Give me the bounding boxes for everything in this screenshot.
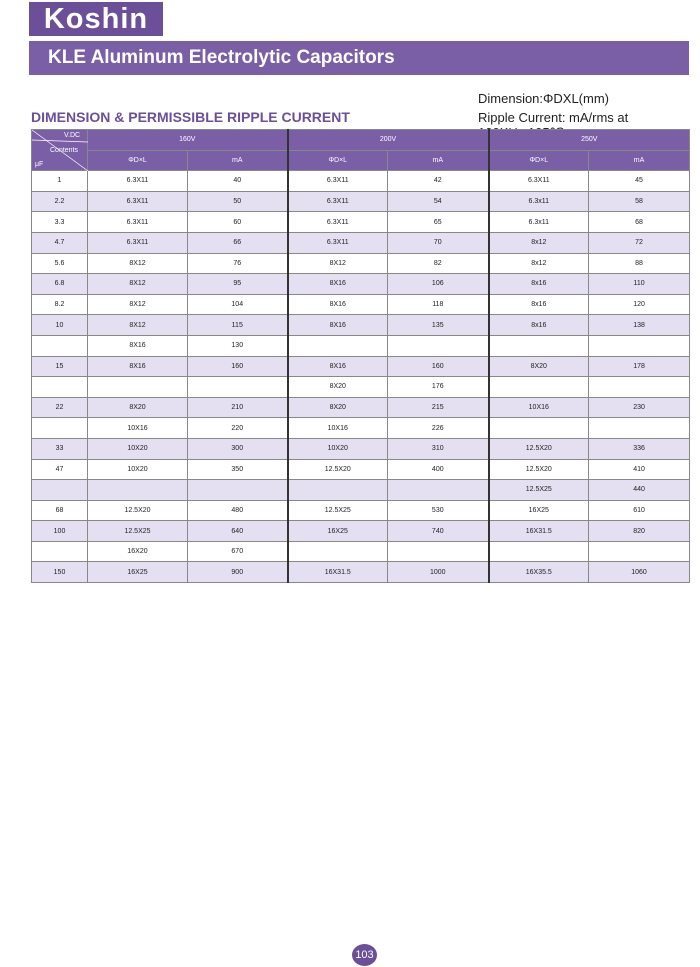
- dim-160v-cell: 8X12: [88, 253, 188, 274]
- dim-200v-cell: 6.3X11: [288, 171, 388, 192]
- capacitance-cell: 10: [32, 315, 88, 336]
- dim-200v-cell: 6.3X11: [288, 212, 388, 233]
- dim-160v-cell: [88, 480, 188, 501]
- ma-250v-cell: 68: [589, 212, 690, 233]
- ma-160v-cell: 104: [188, 294, 288, 315]
- dimension-note: Dimension:ΦDXL(mm): [478, 91, 610, 106]
- ma-200v-cell: [388, 480, 489, 501]
- dim-200v-cell: 16X31.5: [288, 562, 388, 583]
- ma-250v-cell: 1060: [589, 562, 690, 583]
- sub-header-ma: mA: [188, 150, 288, 171]
- ma-200v-cell: 176: [388, 377, 489, 398]
- ma-250v-cell: [589, 377, 690, 398]
- ma-200v-cell: 65: [388, 212, 489, 233]
- capacitance-cell: [32, 377, 88, 398]
- ma-250v-cell: [589, 335, 690, 356]
- dim-200v-cell: 12.5X25: [288, 500, 388, 521]
- ma-250v-cell: 58: [589, 191, 690, 212]
- dim-200v-cell: 10X20: [288, 438, 388, 459]
- dim-250v-cell: 6.3x11: [489, 191, 589, 212]
- dim-200v-cell: 8X12: [288, 253, 388, 274]
- ma-160v-cell: 670: [188, 541, 288, 562]
- corner-contents-label: Contents: [50, 147, 79, 154]
- ma-160v-cell: 480: [188, 500, 288, 521]
- table-row: [32, 274, 690, 295]
- table-row: [32, 562, 690, 583]
- ripple-note: Ripple Current: mA/rms at: [478, 110, 629, 125]
- ma-250v-cell: 138: [589, 315, 690, 336]
- dim-250v-cell: [489, 335, 589, 356]
- dim-250v-cell: 16X25: [489, 500, 589, 521]
- capacitance-cell: 150: [32, 562, 88, 583]
- ma-250v-cell: 440: [589, 480, 690, 501]
- table-row: [32, 418, 690, 439]
- table-row: [32, 356, 690, 377]
- dim-200v-cell: 8X16: [288, 274, 388, 295]
- dim-200v-cell: 12.5X20: [288, 459, 388, 480]
- ma-160v-cell: 160: [188, 356, 288, 377]
- dim-200v-cell: [288, 480, 388, 501]
- ma-200v-cell: 160: [388, 356, 489, 377]
- ma-200v-cell: 135: [388, 315, 489, 336]
- page-title: KLE Aluminum Electrolytic Capacitors: [29, 41, 689, 75]
- dim-200v-cell: 8X16: [288, 294, 388, 315]
- ma-160v-cell: 210: [188, 397, 288, 418]
- table-row: [32, 377, 690, 398]
- ma-250v-cell: 230: [589, 397, 690, 418]
- ma-200v-cell: [388, 541, 489, 562]
- ma-160v-cell: 66: [188, 232, 288, 253]
- dim-250v-cell: 8x16: [489, 294, 589, 315]
- capacitance-cell: [32, 480, 88, 501]
- dim-200v-cell: 6.3X11: [288, 191, 388, 212]
- table-row: [32, 315, 690, 336]
- ma-160v-cell: 95: [188, 274, 288, 295]
- capacitance-cell: 3.3: [32, 212, 88, 233]
- capacitance-cell: 1: [32, 171, 88, 192]
- table-row: [32, 171, 690, 192]
- ma-250v-cell: 336: [589, 438, 690, 459]
- dim-250v-cell: 8x16: [489, 315, 589, 336]
- ma-250v-cell: 120: [589, 294, 690, 315]
- voltage-header-200v: 200V: [288, 130, 489, 151]
- ma-250v-cell: 820: [589, 521, 690, 542]
- ma-200v-cell: 740: [388, 521, 489, 542]
- ma-200v-cell: 118: [388, 294, 489, 315]
- corner-vdc-label: V.DC: [64, 132, 81, 139]
- dim-250v-cell: [489, 418, 589, 439]
- table-row: [32, 438, 690, 459]
- dim-250v-cell: [489, 541, 589, 562]
- capacitance-cell: 6.8: [32, 274, 88, 295]
- ma-160v-cell: 300: [188, 438, 288, 459]
- dim-250v-cell: 8X20: [489, 356, 589, 377]
- ma-200v-cell: 82: [388, 253, 489, 274]
- ma-160v-cell: 900: [188, 562, 288, 583]
- voltage-header-250v: 250V: [489, 130, 690, 151]
- dim-160v-cell: 8X20: [88, 397, 188, 418]
- sub-header-ma: mA: [388, 150, 489, 171]
- dim-200v-cell: 8X16: [288, 315, 388, 336]
- capacitance-cell: 5.6: [32, 253, 88, 274]
- dim-160v-cell: 16X25: [88, 562, 188, 583]
- ma-160v-cell: 40: [188, 171, 288, 192]
- ma-200v-cell: 400: [388, 459, 489, 480]
- table-row: [32, 335, 690, 356]
- capacitance-cell: 22: [32, 397, 88, 418]
- ma-200v-cell: 1000: [388, 562, 489, 583]
- ma-200v-cell: 215: [388, 397, 489, 418]
- dim-200v-cell: 16X25: [288, 521, 388, 542]
- dim-160v-cell: 10X20: [88, 459, 188, 480]
- capacitance-cell: [32, 335, 88, 356]
- capacitance-cell: [32, 418, 88, 439]
- dim-250v-cell: 6.3X11: [489, 171, 589, 192]
- table-row: [32, 480, 690, 501]
- ma-160v-cell: 76: [188, 253, 288, 274]
- dim-200v-cell: [288, 335, 388, 356]
- dim-160v-cell: 8X12: [88, 294, 188, 315]
- table-row: [32, 294, 690, 315]
- dim-160v-cell: 6.3X11: [88, 212, 188, 233]
- table-row: [32, 232, 690, 253]
- dim-160v-cell: 10X20: [88, 438, 188, 459]
- ma-250v-cell: 178: [589, 356, 690, 377]
- ma-160v-cell: 640: [188, 521, 288, 542]
- dim-200v-cell: 6.3X11: [288, 232, 388, 253]
- ma-200v-cell: 530: [388, 500, 489, 521]
- capacitance-cell: 33: [32, 438, 88, 459]
- dim-160v-cell: 8X12: [88, 315, 188, 336]
- sub-header-dim: ΦD×L: [88, 150, 188, 171]
- dim-250v-cell: 8x12: [489, 253, 589, 274]
- ma-160v-cell: [188, 480, 288, 501]
- dim-200v-cell: 8X20: [288, 397, 388, 418]
- dim-160v-cell: 8X16: [88, 356, 188, 377]
- dim-250v-cell: 12.5X20: [489, 459, 589, 480]
- ma-250v-cell: 72: [589, 232, 690, 253]
- dim-250v-cell: 16X31.5: [489, 521, 589, 542]
- ma-200v-cell: 54: [388, 191, 489, 212]
- dim-200v-cell: 8X16: [288, 356, 388, 377]
- ma-250v-cell: 610: [589, 500, 690, 521]
- ma-250v-cell: [589, 541, 690, 562]
- table-row: [32, 459, 690, 480]
- dim-250v-cell: 12.5X25: [489, 480, 589, 501]
- capacitance-cell: 8.2: [32, 294, 88, 315]
- table-row: [32, 521, 690, 542]
- ma-200v-cell: 310: [388, 438, 489, 459]
- ma-200v-cell: 226: [388, 418, 489, 439]
- table-row: [32, 397, 690, 418]
- dim-200v-cell: 10X16: [288, 418, 388, 439]
- dim-160v-cell: 6.3X11: [88, 191, 188, 212]
- ma-250v-cell: 410: [589, 459, 690, 480]
- ma-250v-cell: 45: [589, 171, 690, 192]
- dim-160v-cell: 6.3X11: [88, 232, 188, 253]
- capacitance-cell: 15: [32, 356, 88, 377]
- dim-160v-cell: 10X16: [88, 418, 188, 439]
- dim-250v-cell: 8x16: [489, 274, 589, 295]
- dim-160v-cell: 6.3X11: [88, 171, 188, 192]
- table-row: [32, 500, 690, 521]
- dim-250v-cell: 8x12: [489, 232, 589, 253]
- dim-160v-cell: 8X12: [88, 274, 188, 295]
- ma-250v-cell: [589, 418, 690, 439]
- ma-160v-cell: 50: [188, 191, 288, 212]
- voltage-header-160v: 160V: [88, 130, 288, 151]
- table-corner-cell: [32, 130, 88, 171]
- ma-160v-cell: [188, 377, 288, 398]
- capacitance-cell: [32, 541, 88, 562]
- ma-160v-cell: 130: [188, 335, 288, 356]
- brand-logo: Koshin: [29, 2, 163, 36]
- table-row: [32, 191, 690, 212]
- table-body: [32, 171, 690, 583]
- dim-250v-cell: 12.5X20: [489, 438, 589, 459]
- dim-160v-cell: [88, 377, 188, 398]
- capacitance-cell: 4.7: [32, 232, 88, 253]
- dim-160v-cell: 16X20: [88, 541, 188, 562]
- capacitance-cell: 100: [32, 521, 88, 542]
- capacitance-cell: 47: [32, 459, 88, 480]
- table-row: [32, 253, 690, 274]
- ma-160v-cell: 60: [188, 212, 288, 233]
- dim-250v-cell: 10X16: [489, 397, 589, 418]
- ma-250v-cell: 110: [589, 274, 690, 295]
- dim-250v-cell: 6.3x11: [489, 212, 589, 233]
- dim-160v-cell: 12.5X20: [88, 500, 188, 521]
- dim-160v-cell: 12.5X25: [88, 521, 188, 542]
- corner-uf-label: μF: [35, 161, 44, 168]
- section-title: DIMENSION & PERMISSIBLE RIPPLE CURRENT: [31, 109, 350, 125]
- dim-200v-cell: [288, 541, 388, 562]
- ma-200v-cell: 70: [388, 232, 489, 253]
- ma-250v-cell: 88: [589, 253, 690, 274]
- dim-200v-cell: 8X20: [288, 377, 388, 398]
- capacitor-table: [31, 129, 690, 583]
- ma-160v-cell: 220: [188, 418, 288, 439]
- capacitance-cell: 2.2: [32, 191, 88, 212]
- sub-header-dim: ΦD×L: [288, 150, 388, 171]
- ma-200v-cell: 106: [388, 274, 489, 295]
- page-number: 103: [352, 944, 377, 966]
- ma-200v-cell: 42: [388, 171, 489, 192]
- dim-250v-cell: [489, 377, 589, 398]
- ma-160v-cell: 115: [188, 315, 288, 336]
- ma-160v-cell: 350: [188, 459, 288, 480]
- table-row: [32, 212, 690, 233]
- ma-200v-cell: [388, 335, 489, 356]
- capacitance-cell: 68: [32, 500, 88, 521]
- sub-header-dim: ΦD×L: [489, 150, 589, 171]
- table-row: [32, 541, 690, 562]
- dim-250v-cell: 16X35.5: [489, 562, 589, 583]
- sub-header-ma: mA: [589, 150, 690, 171]
- dim-160v-cell: 8X16: [88, 335, 188, 356]
